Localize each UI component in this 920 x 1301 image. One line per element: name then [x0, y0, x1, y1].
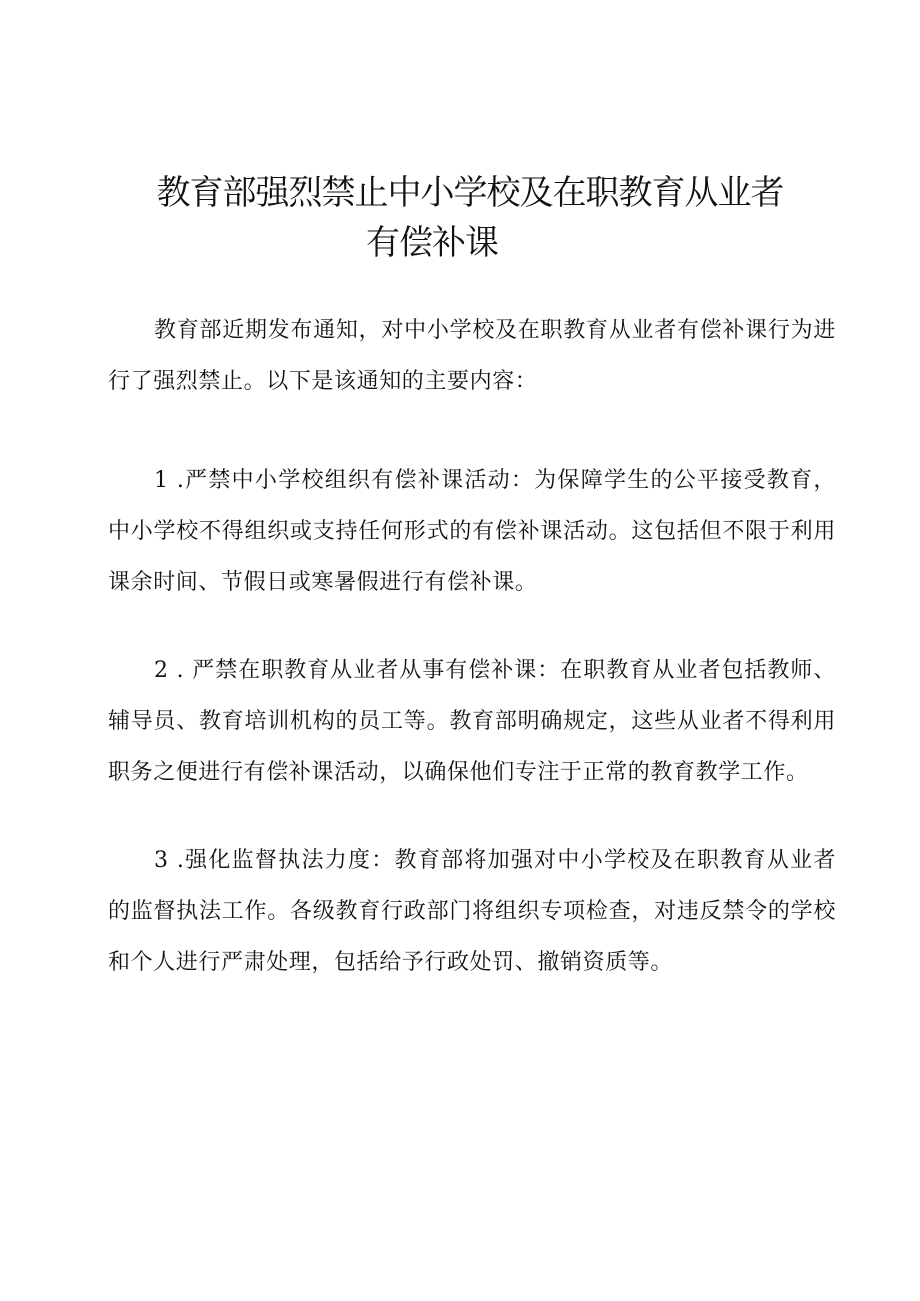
- document-title: [110, 168, 830, 268]
- title-line-1: 教育部强烈禁止中小学校及在职教育从业者: [156, 173, 784, 213]
- list-item-2: 2 . 严禁在职教育从业者从事有偿补课：在职教育从业者包括教师、辅导员、教育培训机构的员工等。教育部明确规定，这些从业者不得利用职务之便进行有偿补课活动，以确保他们专注于正常的教育教学工作。: [108, 658, 836, 785]
- intro-paragraph: 教育部近期发布通知，对中小学校及在职教育从业者有偿补课行为进行了强烈禁止。以下是该通知的主要内容：: [108, 318, 836, 394]
- list-item-1: 1 .严禁中小学校组织有偿补课活动：为保障学生的公平接受教育，中小学校不得组织或支持任何形式的有偿补课活动。这包括但不限于利用课余时间、节假日或寒暑假进行有偿补课。: [108, 468, 836, 595]
- title-line-2: 有偿补课: [366, 223, 498, 263]
- list-item-3: 3 .强化监督执法力度：教育部将加强对中小学校及在职教育从业者的监督执法工作。各级教育行政部门将组织专项检查，对违反禁令的学校和个人进行严肃处理，包括给予行政处罚、撤销资质等。: [108, 848, 836, 975]
